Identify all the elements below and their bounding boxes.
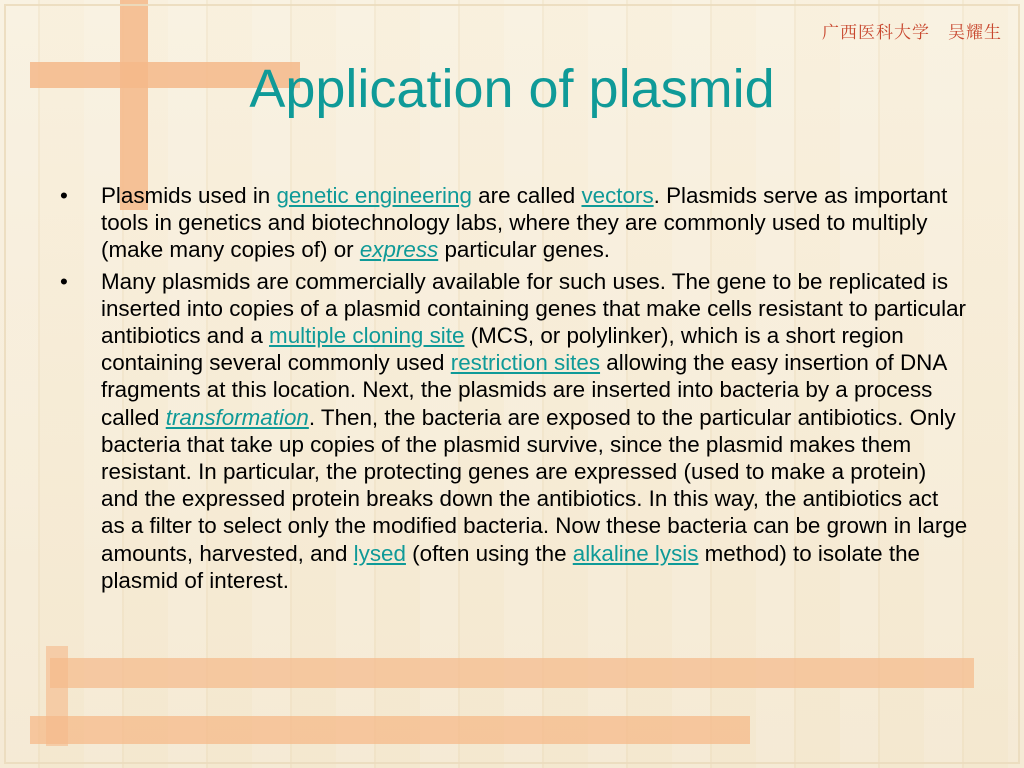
institution-name: 广西医科大学 <box>822 23 930 43</box>
text-run: (MCS, or polylinker), which is a short region containing several commonly used <box>101 323 904 376</box>
decor-bar-bottom-horizontal <box>50 658 974 688</box>
slide-body <box>58 182 968 598</box>
bullet-marker: • <box>60 183 68 208</box>
text-run: . Plasmids serve as important tools in genetics and biotechnology labs, where they are commonly used to multiply (make many copies of) or <box>101 183 948 263</box>
decor-bar-bottom-lower <box>30 716 750 744</box>
text-run: Plasmids used in <box>101 183 277 208</box>
author-name: 吴耀生 <box>948 23 1002 43</box>
bullet-marker: • <box>60 268 68 294</box>
header-brand <box>822 18 1002 43</box>
link-alkaline-lysis[interactable]: alkaline lysis <box>572 540 699 566</box>
text-run: particular genes. <box>438 237 610 263</box>
bullet-item-2 <box>58 268 968 594</box>
text-run: method) to isolate the plasmid of interest. <box>101 540 920 593</box>
link-restriction-sites[interactable]: restriction sites <box>450 350 601 376</box>
text-run: . Then, the bacteria are exposed to the particular antibiotics. Only bacteria that take up copies of the plasmid survive, since the plasmid makes them resistant. In particular, the protecting genes are expressed (used to make a protein) and the expressed protein breaks down the antibiotics. In this way, the antibiotics act as a filter to select only the modified bacteria. Now these bacteria can be grown in large amounts, harvested, and <box>101 404 968 566</box>
link-multiple-cloning-site[interactable]: multiple cloning site <box>269 323 465 349</box>
text-run: (often using the <box>405 540 573 566</box>
link-transformation[interactable]: transformation <box>165 404 309 430</box>
slide-title: Application of plasmid <box>249 59 775 119</box>
text-run: Many plasmids are commercially available for such uses. The gene to be replicated is inserted into copies of a plasmid containing genes that make cells resistant to particular antibiotics and a <box>101 268 966 349</box>
link-genetic-engineering[interactable]: genetic engineering <box>276 183 472 208</box>
text-run: allowing the easy insertion of DNA fragments at this location. Next, the plasmids are inserted into bacteria by a process called <box>101 350 947 430</box>
link-lysed[interactable]: lysed <box>353 540 406 566</box>
link-vectors[interactable]: vectors <box>581 183 654 208</box>
link-express[interactable]: express <box>359 237 439 263</box>
decor-bar-bottom-vertical <box>46 646 68 746</box>
text-run: are called <box>471 183 582 208</box>
bullet-item-1 <box>58 182 968 264</box>
